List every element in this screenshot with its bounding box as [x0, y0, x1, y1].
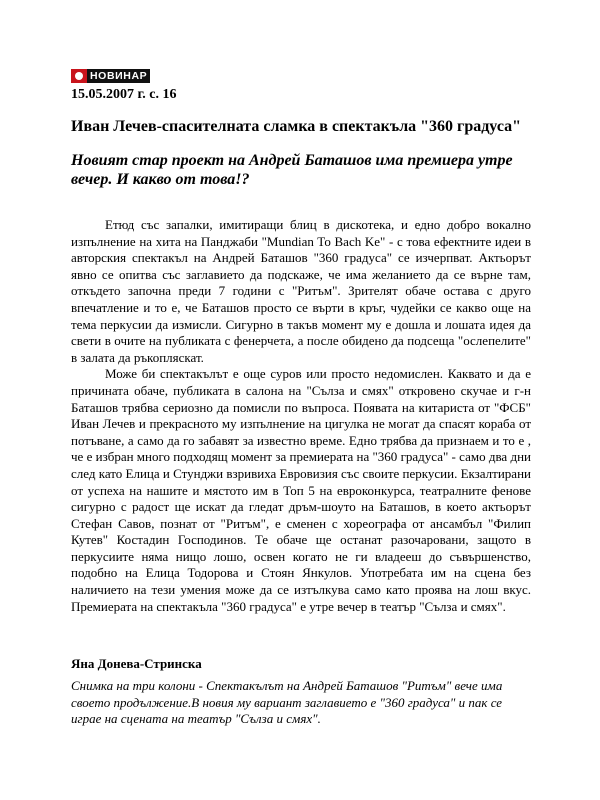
photo-caption: Снимка на три колони - Спектакълът на Андрей Баташов "Ритъм" вече има своето продължение.В новия му вариант заглавието е "360 градуса" и пак се играе на сцената на театър "Сълза и смях".	[71, 678, 503, 727]
body-paragraph-2: Може би спектакълът е още суров или просто недомислен. Каквато и да е причината обаче, публиката в салона на "Сълза и смях" откровено скучае и г-н Баташов трябва сериозно да помисли по въпроса. Появата на китариста от "ФСБ" Иван Лечев и прекрасното му изпълнение на цигулка не могат да спасят кораба от потъване, а само да го забавят за известно време. Едно трябва да признаем и то е , че е избран много подходящ момент за премиерата на "360 градуса" - само два дни след като Елица и Стунджи взривиха Евровизия със своите перкусии. Екзалтирани от успеха на нашите и мястото им в Топ 5 на евроконкурса, театралните фенове сигурно с радост ще искат да гледат дръм-шоуто на Баташов, в което актьорът Стефан Савов, познат от "Ритъм", е сменен с хореографа от ансамбъл "Филип Кутев" Костадин Господинов. Те обаче ще останат разочаровани, защото в перкусиите няма нищо лошо, освен когато не ги владееш до съвършенство, подобно на Елица Тодорова и Стоян Янкулов. Употребата им на сцена без наличието на тези умения може да се изтълкува само като проява на лош вкус. Премиерата на спектакъла "360 градуса" е утре вечер в театър "Сълза и смях".	[71, 366, 531, 614]
article-body	[71, 217, 531, 615]
masthead-logo	[71, 69, 150, 83]
body-paragraph-1: Етюд със запалки, имитиращи блиц в дискотека, и едно добро вокално изпълнение на хита на Панджаби "Mundian To Bach Ke" - с това ефектните идеи в авторския спектакъл на Андрей Баташов "360 градуса" се изчерпват. Актьорът явно се опитва със заглавието да подскаже, че има желанието да се върне там, откъдето започна преди 7 години с "Ритъм". Зрителят обаче остава с друго впечатление и то е, че Баташов просто се върти в кръг, чудейки се какво още на тема перкусии да измисли. Сигурно в такъв момент му е дошла и лошата идея да свети в очите на публиката с фенерчета, а после обидено да подсеща "ослепелите" в залата да ръкопляскат.	[71, 217, 531, 365]
newspaper-emblem-icon	[71, 69, 87, 83]
article-headline: Иван Лечев-спасителната сламка в спектакъла "360 градуса"	[71, 118, 521, 135]
masthead-name: НОВИНАР	[87, 69, 150, 83]
article-subtitle: Новият стар проект на Андрей Баташов има премиера утре вечер. И какво от това!?	[71, 152, 513, 188]
article-author: Яна Донева-Стринска	[71, 656, 202, 671]
issue-date-page: 15.05.2007 г. с. 16	[71, 87, 177, 102]
